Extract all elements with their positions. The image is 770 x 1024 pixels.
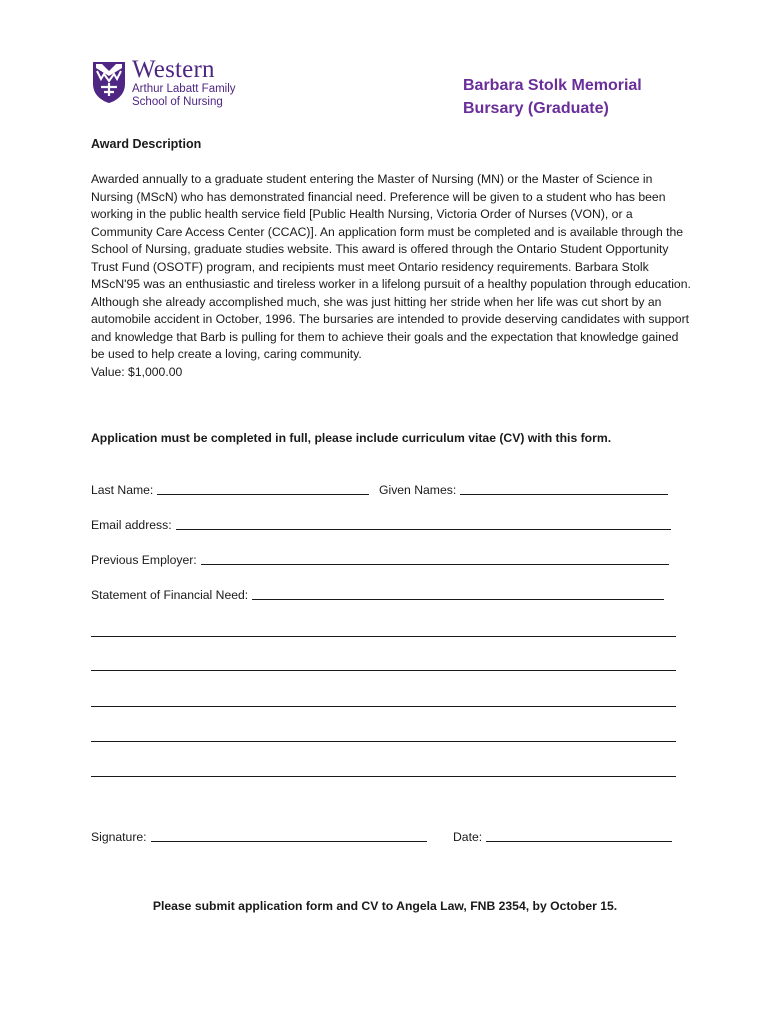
submission-instructions: Please submit application form and CV to Angela Law, FNB 2354, by October 15.	[152, 899, 618, 913]
last-name-field	[91, 482, 369, 497]
previous-employer-field	[91, 552, 669, 567]
award-description	[91, 171, 691, 381]
given-names-label: Given Names:	[379, 483, 457, 497]
date-field	[453, 829, 672, 844]
financial-need-line-1[interactable]	[91, 636, 676, 637]
signature-input-line[interactable]	[151, 829, 427, 842]
title-line1: Barbara Stolk Memorial	[463, 77, 642, 94]
previous-employer-input-line[interactable]	[201, 552, 669, 565]
signature-field	[91, 829, 427, 844]
financial-need-line-5[interactable]	[91, 776, 676, 777]
date-input-line[interactable]	[486, 829, 672, 842]
logo-wordmark: Western	[132, 56, 215, 83]
given-names-input-line[interactable]	[460, 482, 668, 495]
financial-need-field	[91, 587, 664, 602]
email-field	[91, 517, 671, 532]
western-shield-icon	[92, 60, 126, 104]
financial-need-line-3[interactable]	[91, 706, 676, 707]
date-label: Date:	[453, 830, 483, 844]
given-names-field	[379, 482, 668, 497]
financial-need-label: Statement of Financial Need:	[91, 588, 249, 602]
signature-label: Signature:	[91, 830, 147, 844]
award-value: Value: $1,000.00	[91, 364, 183, 379]
last-name-label: Last Name:	[91, 483, 154, 497]
logo-subtitle-line2: School of Nursing	[132, 96, 223, 108]
award-description-text: Awarded annually to a graduate student entering the Master of Nursing (MN) or the Master of Science in Nursing (MScN) who has demonstrated financial need. Preference will be given to a student who has been working in the public health service field [Public Health Nursing, Victoria Order of Nurses (VON), or a Community Care Access Center (CCAC)]. An application form must be completed and is available through the School of Nursing, graduate studies website. This award is offered through the Ontario Student Opportunity Trust Fund (OSOTF) program, and recipients must meet Ontario residency requirements. Barbara Stolk MScN'95 was an enthusiastic and tireless worker in a lifelong pursuit of a healthy population through education. Although she already accomplished much, she was just hitting her stride when her life was cut short by an automobile accident in October, 1996. The bursaries are intended to provide deserving candidates with support and knowledge that Barb is pulling for them to achieve their goals and the expectation that knowledge gained be used to help create a loving, caring community.	[91, 172, 691, 361]
email-label: Email address:	[91, 518, 172, 532]
form-instructions: Application must be completed in full, please include curriculum vitae (CV) with this form.	[91, 431, 612, 445]
financial-need-input-line[interactable]	[252, 587, 664, 600]
logo-subtitle-line1: Arthur Labatt Family	[132, 83, 236, 95]
western-logo	[92, 56, 252, 112]
financial-need-line-2[interactable]	[91, 670, 676, 671]
financial-need-line-4[interactable]	[91, 741, 676, 742]
award-description-heading: Award Description	[91, 137, 202, 151]
page-title	[463, 74, 703, 120]
previous-employer-label: Previous Employer:	[91, 553, 197, 567]
email-input-line[interactable]	[176, 517, 671, 530]
title-line2: Bursary (Graduate)	[463, 100, 609, 117]
last-name-input-line[interactable]	[157, 482, 369, 495]
